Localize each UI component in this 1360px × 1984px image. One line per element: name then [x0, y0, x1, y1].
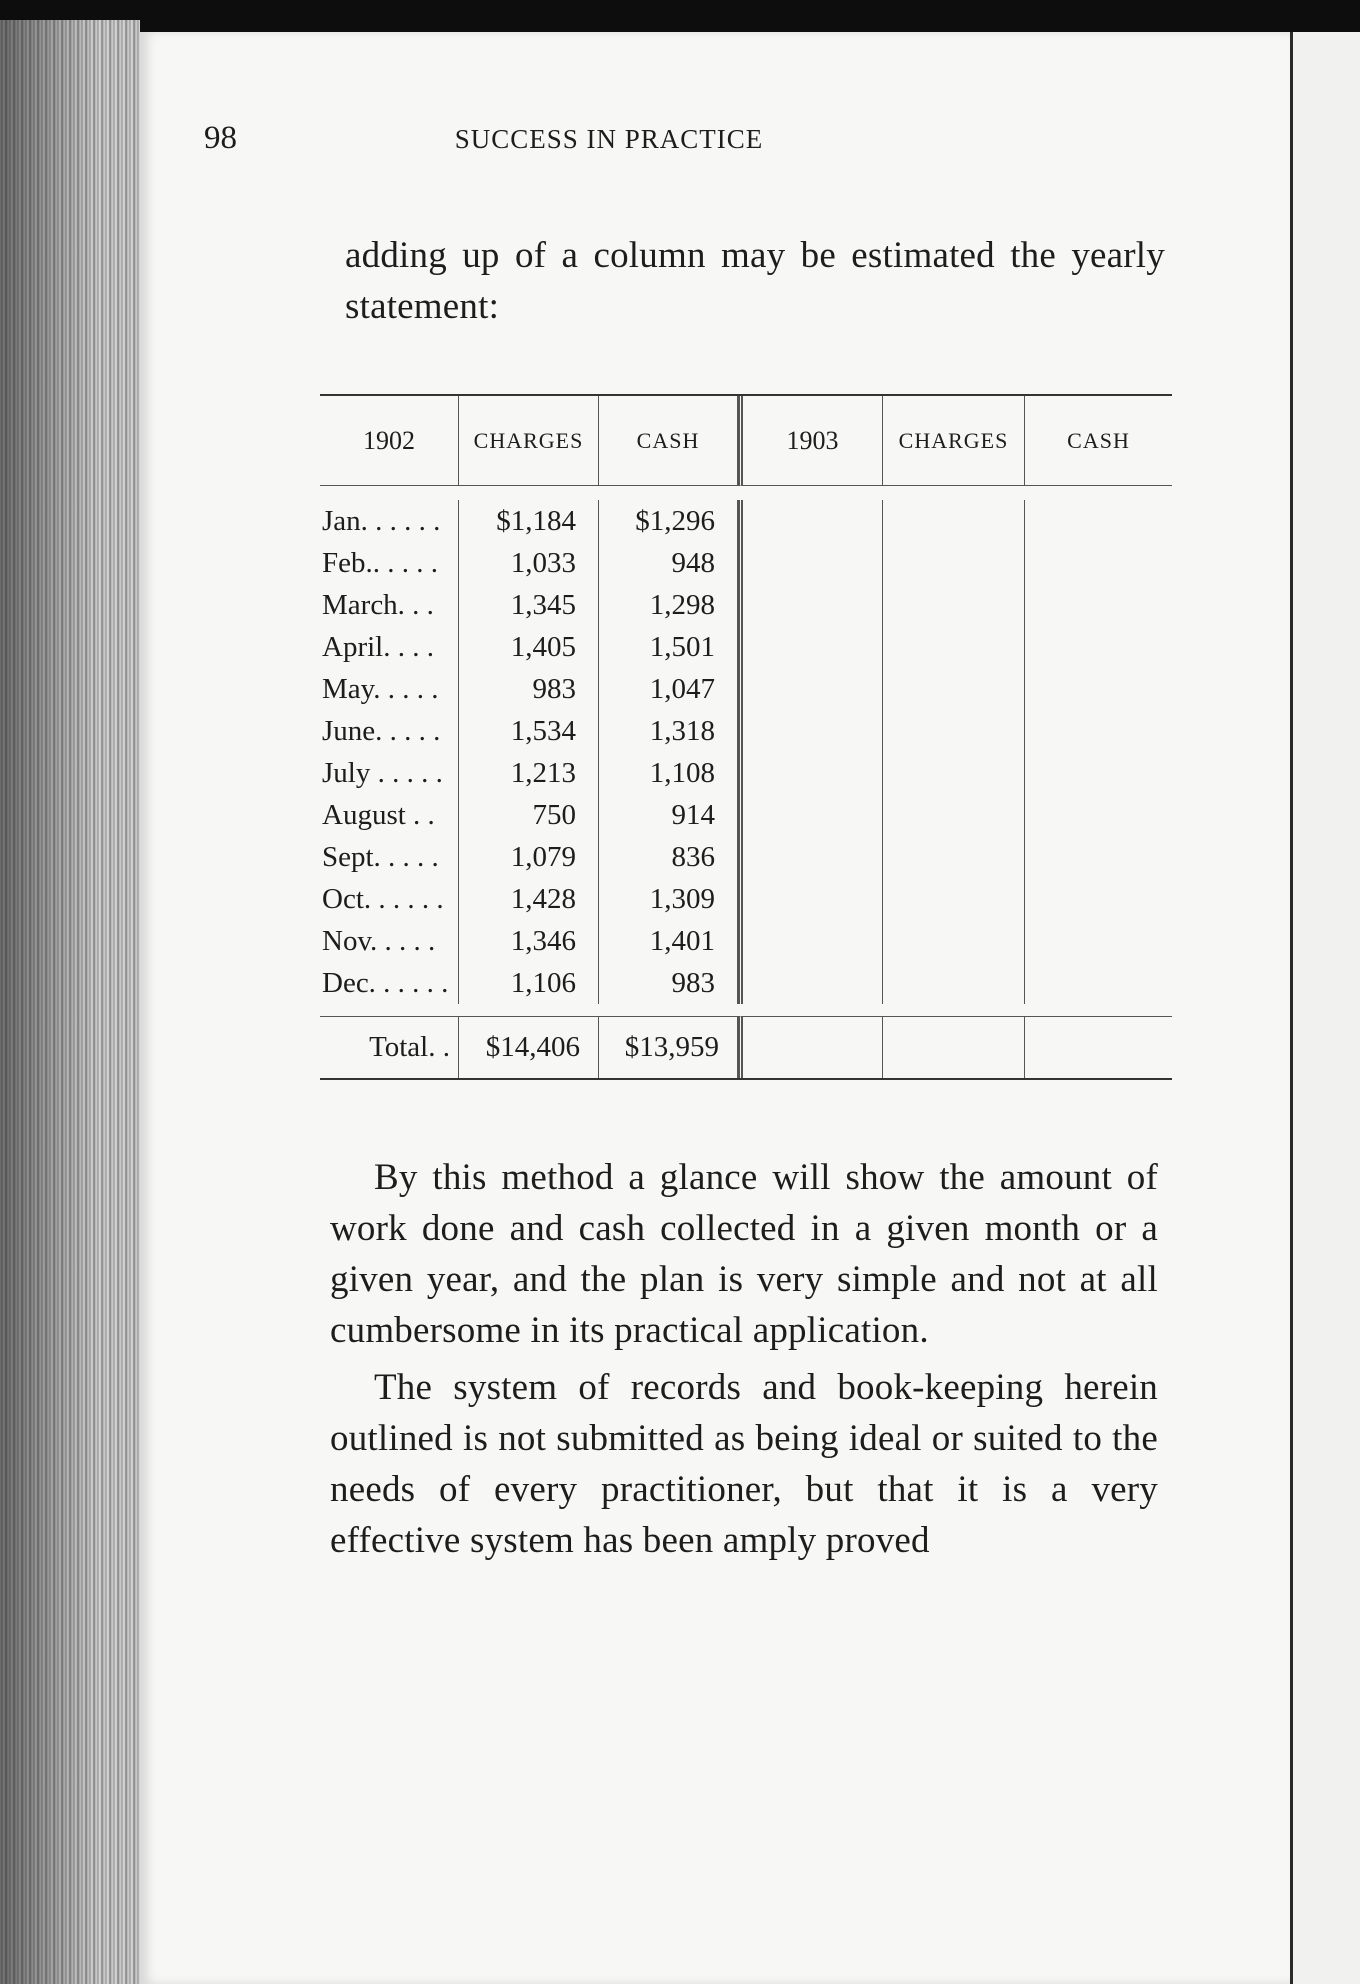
- cash-cell: 983: [598, 962, 738, 1004]
- header-cash-1903: CASH: [1024, 396, 1172, 486]
- table-row: [320, 626, 1172, 668]
- empty-1903-cell: [738, 500, 882, 542]
- table-row: [320, 752, 1172, 794]
- charges-cell: 1,106: [458, 962, 598, 1004]
- header-1902: 1902: [320, 396, 458, 486]
- total-1903-blank: [738, 1016, 882, 1078]
- page-number: 98: [204, 120, 237, 156]
- empty-cash-1903-cell: [1024, 878, 1172, 920]
- body-paragraph-1: By this method a glance will show the amount of work done and cash collected in a given month or a given year, and the plan is very simple and not at all cumbersome in its practical application.: [330, 1157, 1158, 1351]
- total-label: Total. .: [320, 1016, 458, 1078]
- charges-cell: 1,534: [458, 710, 598, 752]
- table-row: [320, 878, 1172, 920]
- cash-cell: 1,309: [598, 878, 738, 920]
- charges-cell: $1,184: [458, 500, 598, 542]
- empty-cash-1903-cell: [1024, 668, 1172, 710]
- cash-cell: $1,296: [598, 500, 738, 542]
- month-cell: Oct. . . . . .: [322, 883, 444, 915]
- empty-cash-1903-cell: [1024, 920, 1172, 962]
- running-head: SUCCESS IN PRACTICE: [454, 124, 764, 154]
- empty-charges-1903-cell: [882, 962, 1024, 1004]
- empty-charges-1903-cell: [882, 668, 1024, 710]
- table-header-row: [320, 396, 1172, 486]
- table-row: [320, 542, 1172, 584]
- cash-cell: 1,401: [598, 920, 738, 962]
- empty-cash-1903-cell: [1024, 962, 1172, 1004]
- month-cell: Feb.. . . . .: [322, 547, 438, 579]
- empty-cash-1903-cell: [1024, 710, 1172, 752]
- charges-cell: 1,079: [458, 836, 598, 878]
- empty-charges-1903-cell: [882, 920, 1024, 962]
- charges-cell: 1,033: [458, 542, 598, 584]
- charges-cell: 1,428: [458, 878, 598, 920]
- table-row: [320, 836, 1172, 878]
- table-row: [320, 584, 1172, 626]
- empty-1903-cell: [738, 920, 882, 962]
- month-cell: August . .: [322, 799, 435, 831]
- empty-charges-1903-cell: [882, 500, 1024, 542]
- page-header: [204, 120, 984, 157]
- cash-cell: 1,047: [598, 668, 738, 710]
- empty-1903-cell: [738, 794, 882, 836]
- header-cash-1902: CASH: [598, 396, 738, 486]
- empty-charges-1903-cell: [882, 542, 1024, 584]
- empty-charges-1903-cell: [882, 794, 1024, 836]
- month-cell: Jan. . . . . .: [322, 505, 441, 537]
- empty-cash-1903-cell: [1024, 500, 1172, 542]
- empty-charges-1903-cell: [882, 710, 1024, 752]
- intro-paragraph: adding up of a column may be estimated the yearly statement:: [345, 235, 1165, 327]
- charges-cell: 1,405: [458, 626, 598, 668]
- empty-cash-1903-cell: [1024, 752, 1172, 794]
- month-cell: Nov. . . . .: [322, 925, 436, 957]
- scan-top-edge: [0, 0, 1360, 32]
- charges-cell: 750: [458, 794, 598, 836]
- total-cash: $13,959: [598, 1016, 738, 1078]
- month-cell: Sept. . . . .: [322, 841, 439, 873]
- month-cell: March. . .: [322, 589, 434, 621]
- cash-cell: 1,501: [598, 626, 738, 668]
- facing-page-edge: [1290, 32, 1360, 1984]
- yearly-statement-table: [320, 394, 1172, 1080]
- empty-charges-1903-cell: [882, 626, 1024, 668]
- empty-cash-1903-cell: [1024, 542, 1172, 584]
- charges-cell: 983: [458, 668, 598, 710]
- empty-charges-1903-cell: [882, 836, 1024, 878]
- table-body: [320, 486, 1172, 1016]
- charges-cell: 1,345: [458, 584, 598, 626]
- table-row: [320, 710, 1172, 752]
- empty-1903-cell: [738, 584, 882, 626]
- total-charges-1903-blank: [882, 1016, 1024, 1078]
- cash-cell: 1,318: [598, 710, 738, 752]
- month-cell: Dec. . . . . .: [322, 967, 449, 999]
- empty-charges-1903-cell: [882, 878, 1024, 920]
- empty-cash-1903-cell: [1024, 836, 1172, 878]
- empty-1903-cell: [738, 626, 882, 668]
- cash-cell: 1,108: [598, 752, 738, 794]
- cash-cell: 836: [598, 836, 738, 878]
- month-cell: July . . . . .: [322, 757, 443, 789]
- cash-cell: 1,298: [598, 584, 738, 626]
- header-charges-1903: CHARGES: [882, 396, 1024, 486]
- header-charges-1902: CHARGES: [458, 396, 598, 486]
- month-cell: April. . . .: [322, 631, 434, 663]
- empty-cash-1903-cell: [1024, 794, 1172, 836]
- empty-1903-cell: [738, 542, 882, 584]
- empty-charges-1903-cell: [882, 584, 1024, 626]
- empty-1903-cell: [738, 836, 882, 878]
- cash-cell: 948: [598, 542, 738, 584]
- book-page-edges: [0, 20, 140, 1984]
- month-cell: June. . . . .: [322, 715, 441, 747]
- empty-charges-1903-cell: [882, 752, 1024, 794]
- empty-1903-cell: [738, 668, 882, 710]
- empty-1903-cell: [738, 962, 882, 1004]
- charges-cell: 1,346: [458, 920, 598, 962]
- table-row: [320, 962, 1172, 1004]
- total-charges: $14,406: [458, 1016, 598, 1078]
- table-row: [320, 794, 1172, 836]
- table-row: [320, 500, 1172, 542]
- empty-cash-1903-cell: [1024, 584, 1172, 626]
- table-row: [320, 668, 1172, 710]
- body-paragraph-2: The system of records and book-keeping herein outlined is not submitted as being ideal or suited to the needs of every practitioner, but that it is a very effective system has been amply proved: [330, 1367, 1158, 1561]
- charges-cell: 1,213: [458, 752, 598, 794]
- table-total-row: [320, 1016, 1172, 1078]
- table-row: [320, 920, 1172, 962]
- header-1903: 1903: [738, 396, 882, 486]
- empty-cash-1903-cell: [1024, 626, 1172, 668]
- empty-1903-cell: [738, 752, 882, 794]
- month-cell: May. . . . .: [322, 673, 439, 705]
- empty-1903-cell: [738, 878, 882, 920]
- cash-cell: 914: [598, 794, 738, 836]
- total-cash-1903-blank: [1024, 1016, 1172, 1078]
- empty-1903-cell: [738, 710, 882, 752]
